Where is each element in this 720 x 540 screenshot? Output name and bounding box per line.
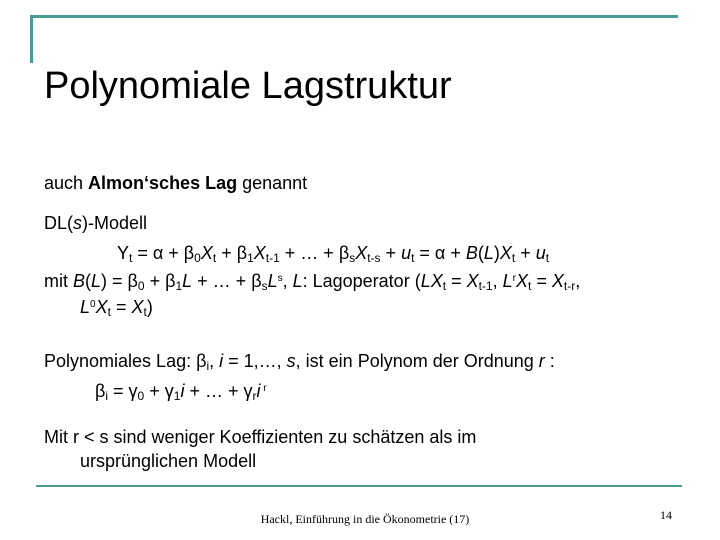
lag-operator-identity: $L^0X_t = X_t$) — [80, 297, 153, 319]
model-heading-post: )-Modell — [82, 213, 148, 233]
lag-polynomial-definition: mit $B(L) = \beta_0 + \beta_1L$ + … + $\beta_sL^s$, L: Lagoperator ($LX_t = X_{t-1}$, $L^rX_t = X_{t-r}$, — [44, 271, 581, 293]
polynomial-equation: $\beta_i = \gamma_0 + \gamma_1i$ + … + $\gamma_ri$ $^r$ — [95, 381, 267, 403]
conclusion-line-1: Mit r < s sind weniger Koeffizienten zu schätzen als im — [44, 427, 477, 447]
model-heading-s: s — [73, 213, 83, 233]
footer-text: Hackl, Einführung in die Ökonometrie (17) — [260, 512, 470, 526]
footer-divider — [36, 485, 682, 487]
intro-suffix: genannt — [237, 173, 308, 193]
model-heading — [44, 212, 147, 234]
slide-title: Polynomiale Lagstruktur — [44, 65, 452, 107]
frame-left-line — [30, 15, 33, 63]
intro-prefix: auch — [44, 173, 89, 193]
page-number: 14 — [660, 508, 672, 522]
polynomial-lag-heading: Polynomiales Lag: $\beta_i$, i = 1,…, s, ist ein Polynom der Ordnung r : — [44, 351, 555, 373]
conclusion-line-2: ursprünglichen Modell — [80, 451, 257, 471]
dl-model-equation: $Y_t = \alpha + \beta_0X_t + \beta_1X_{t-1}$ + … + $\beta_sX_{t-s} + u_t = \alpha + B(L)X_t + u_t$ — [117, 243, 550, 265]
intro-bold-term: Almon‘sches Lag — [88, 173, 238, 193]
model-heading-pre: DL( — [44, 213, 74, 233]
frame-top-line — [30, 15, 678, 18]
intro-line — [44, 172, 307, 194]
